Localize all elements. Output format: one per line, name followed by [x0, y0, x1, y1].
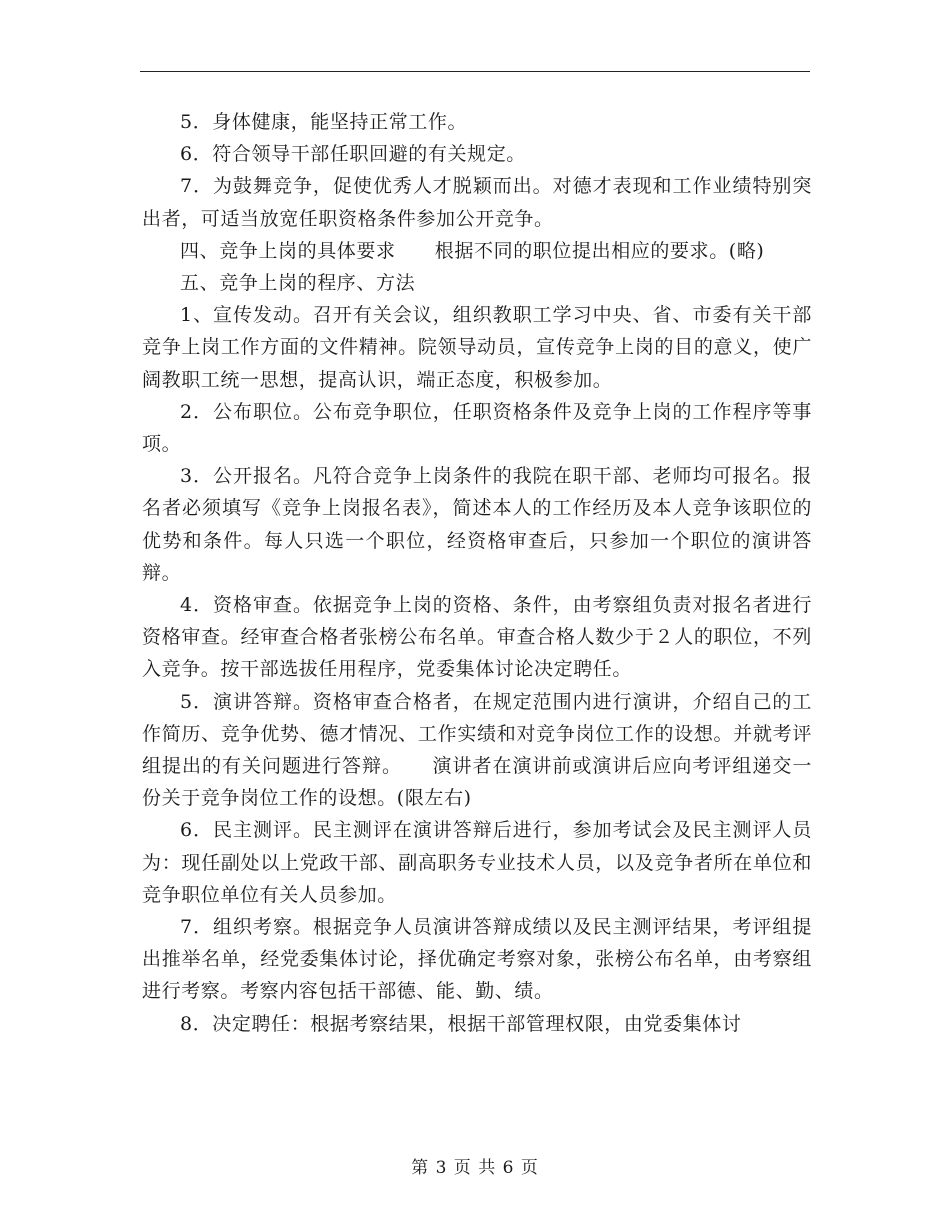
page-footer: [0, 1153, 950, 1178]
paragraph: 7．为鼓舞竞争，促使优秀人才脱颖而出。对德才表现和工作业绩特别突出者，可适当放宽任职资格条件参加公开竞争。: [142, 175, 812, 230]
paragraph: 8．决定聘任：根据考察结果，根据干部管理权限，由党委集体讨: [180, 1012, 742, 1035]
section-heading: 四、竞争上岗的具体要求 根据不同的职位提出相应的要求。(略): [180, 239, 765, 262]
paragraph: 4．资格审查。依据竞争上岗的资格、条件，由考察组负责对报名者进行资格审查。经审查合格者张榜公布名单。审查合格人数少于２人的职位，不列入竞争。按干部选拔任用程序，党委集体讨论决定聘任。: [142, 594, 812, 681]
paragraph: 2．公布职位。公布竞争职位，任职资格条件及竞争上岗的工作程序等事项。: [142, 400, 812, 456]
page-number: 第 3 页 共 6 页: [411, 1158, 539, 1178]
paragraph: 6．民主测评。民主测评在演讲答辩后进行，参加考试会及民主测评人员为：现任副处以上党政干部、副高职务专业技术人员，以及竞争者所在单位和竞争职位单位有关人员参加。: [142, 819, 812, 906]
section-heading: 五、竞争上岗的程序、方法: [180, 272, 416, 295]
paragraph: 7．组织考察。根据竞争人员演讲答辩成绩以及民主测评结果，考评组提出推举名单，经党委集体讨论，择优确定考察对象，张榜公布名单，由考察组进行考察。考察内容包括干部德、能、勤、绩。: [142, 916, 812, 1003]
paragraph: 5．演讲答辩。资格审查合格者，在规定范围内进行演讲，介绍自己的工作简历、竞争优势、德才情况、工作实绩和对竞争岗位工作的设想。并就考评组提出的有关问题进行答辩。 演讲者在演讲前或演讲后应向考评组递交一份关于竞争岗位工作的设想。(限左右): [142, 690, 812, 810]
paragraph: 1、宣传发动。召开有关会议，组织教职工学习中央、省、市委有关干部竞争上岗工作方面的文件精神。院领导动员，宣传竞争上岗的目的意义，使广阔教职工统一思想，提高认识，端正态度，积极参加。: [142, 304, 812, 391]
header-rule: [140, 71, 810, 72]
document-body: [142, 106, 812, 1040]
paragraph: 5．身体健康，能坚持正常工作。: [180, 111, 468, 133]
paragraph: 6．符合领导干部任职回避的有关规定。: [180, 143, 526, 166]
paragraph: 3．公开报名。凡符合竞争上岗条件的我院在职干部、老师均可报名。报名者必须填写《竞争上岗报名表》，简述本人的工作经历及本人竞争该职位的优势和条件。每人只选一个职位，经资格审查后，只参加一个职位的演讲答辩。: [142, 465, 812, 584]
